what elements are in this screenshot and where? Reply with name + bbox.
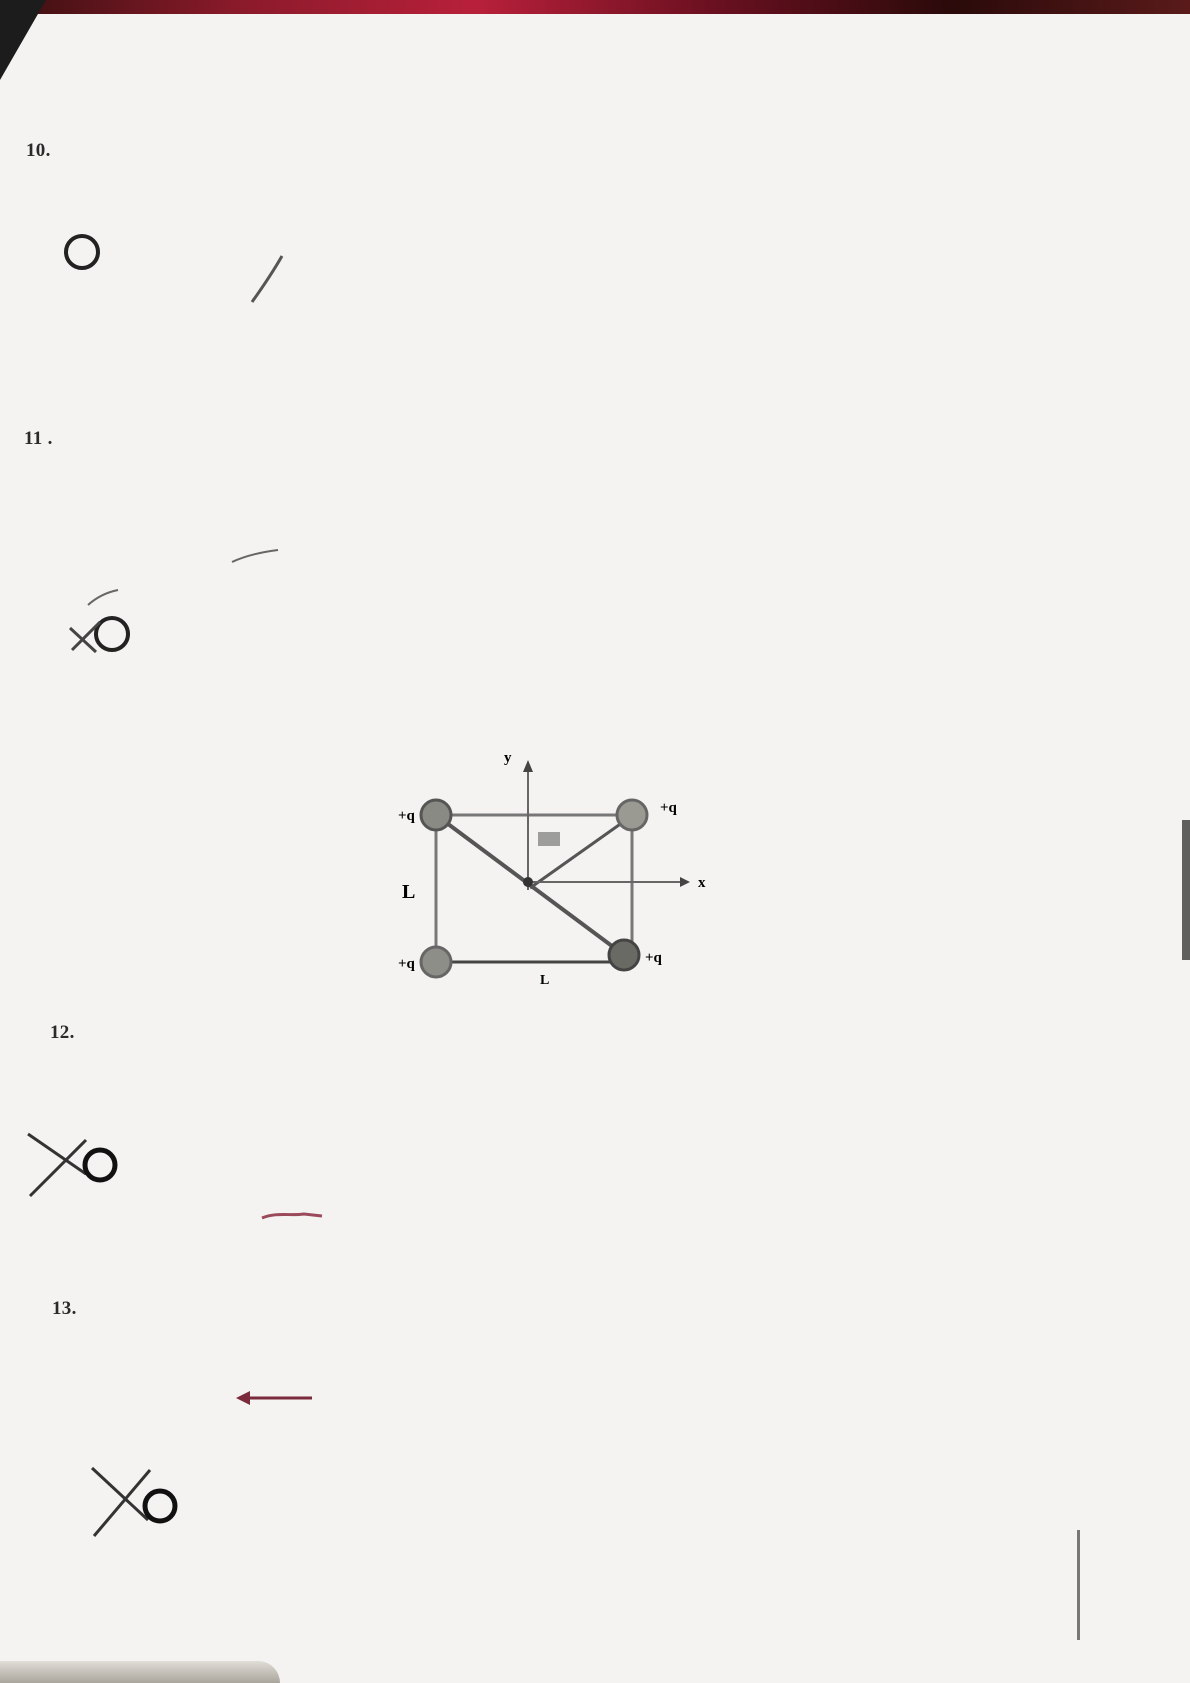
option-iv[interactable] <box>158 1496 198 1546</box>
option-i[interactable] <box>158 1346 198 1396</box>
cross-mark-icon <box>28 1134 86 1174</box>
charge-label-tl: +q <box>398 808 415 824</box>
side-length-label: L <box>402 881 416 903</box>
question-number: 10. <box>26 140 51 161</box>
q11-options <box>96 488 136 648</box>
center-point <box>523 877 533 887</box>
charge-label-bl: +q <box>398 956 415 972</box>
pen-stroke <box>232 550 278 562</box>
question-number: 11 . <box>24 428 53 449</box>
diagonal-b <box>530 820 626 888</box>
option-iv[interactable] <box>96 584 136 616</box>
margin-mark <box>1077 1530 1080 1640</box>
charge-label-tr: +q <box>660 800 677 816</box>
charge-bottom-left <box>421 947 451 977</box>
question-stem-line2 <box>26 162 63 184</box>
q13-options <box>158 1346 198 1596</box>
cross-mark-icon <box>30 1140 86 1196</box>
option-v[interactable] <box>90 1242 130 1286</box>
charge-bottom-right <box>609 940 639 970</box>
arrow-left-icon <box>236 1391 250 1405</box>
q12-options <box>90 1066 130 1286</box>
question-13 <box>52 1298 89 1320</box>
option-ii[interactable] <box>158 1396 198 1446</box>
option-iii[interactable] <box>96 552 136 584</box>
pen-stroke <box>252 256 282 302</box>
option-v[interactable] <box>88 364 128 396</box>
option-v[interactable] <box>96 616 136 648</box>
option-i[interactable] <box>90 1066 130 1110</box>
y-axis-arrow-icon <box>523 760 533 772</box>
option-i[interactable] <box>88 236 128 268</box>
option-iii[interactable] <box>90 1154 130 1198</box>
question-number: 13. <box>52 1298 77 1319</box>
page-corner <box>0 0 46 80</box>
option-ii[interactable] <box>88 268 128 300</box>
x-axis-label: x <box>698 875 706 891</box>
charge-label-br: +q <box>645 950 662 966</box>
option-iv[interactable] <box>90 1198 130 1242</box>
charge-top-right <box>617 800 647 830</box>
page-bottom-edge <box>0 1661 280 1683</box>
option-ii[interactable] <box>96 520 136 552</box>
cross-mark-icon <box>92 1468 148 1520</box>
option-ii[interactable] <box>90 1110 130 1154</box>
edge-length-label: L <box>540 973 550 988</box>
question-number: 12. <box>50 1022 75 1043</box>
option-iii[interactable] <box>88 300 128 332</box>
cross-mark-icon <box>70 628 96 652</box>
page-right-shadow <box>1182 820 1190 960</box>
option-iv[interactable] <box>88 332 128 364</box>
cross-mark-icon <box>94 1470 150 1536</box>
y-axis-label: y <box>504 750 512 766</box>
charge-top-left <box>421 800 451 830</box>
question-10 <box>26 140 63 184</box>
q10-options <box>88 236 128 396</box>
x-axis-arrow-icon <box>680 877 690 887</box>
page-top-edge <box>0 0 1190 14</box>
question-12 <box>50 1022 87 1044</box>
question-11 <box>24 428 65 450</box>
option-i[interactable] <box>96 488 136 520</box>
red-note-stroke <box>262 1214 322 1218</box>
option-v[interactable] <box>158 1546 198 1596</box>
option-iii[interactable] <box>158 1446 198 1496</box>
charges-square-diagram <box>380 750 740 990</box>
center-label-mark <box>538 832 560 846</box>
